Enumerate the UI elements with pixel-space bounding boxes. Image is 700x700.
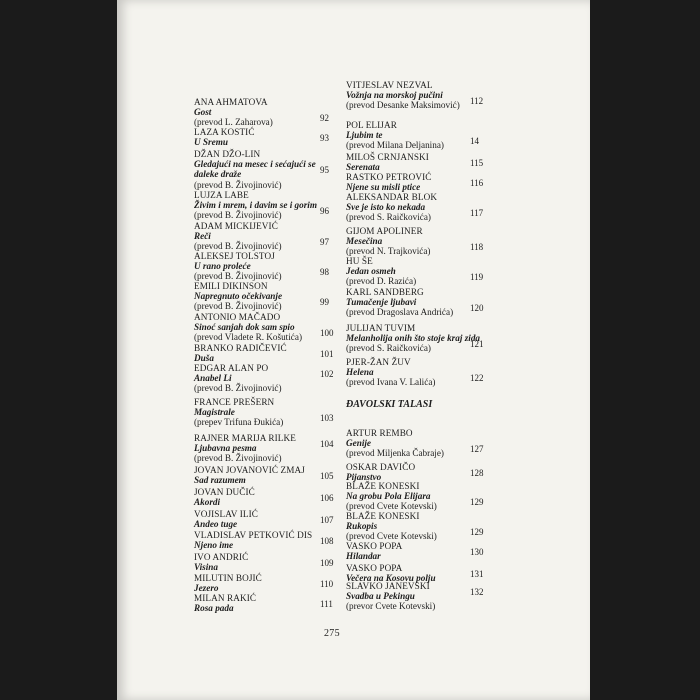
entry-page-number: 106 [320,493,334,503]
entry-title: Magistrale [194,407,235,418]
entry-author: VOJISLAV ILIĆ [194,509,259,519]
toc-entry [194,190,344,221]
entry-author: VLADISLAV PETKOVIĆ DIS [194,530,313,540]
toc-entry [194,97,344,128]
entry-page-number: 127 [470,444,484,455]
entry-author: VASKO POPA [346,563,403,573]
entry-page-number: 108 [320,536,334,546]
toc-entry [346,357,496,388]
page-number: 275 [324,628,340,639]
entry-page-number: 120 [470,303,484,314]
toc-entry [346,511,496,542]
entry-title: Sinoć sanjah dok sam spio [194,322,295,333]
entry-page-number: 132 [470,587,484,597]
entry-author: PJER-ŽAN ŽUV [346,357,411,367]
toc-entry [194,487,344,507]
entry-title: Serenata [346,162,380,173]
entry-page-number: 96 [320,206,329,217]
toc-entry [194,363,344,394]
entry-page-number: 93 [320,133,329,143]
entry-title: Ljubim te [346,130,383,141]
entry-page-number: 97 [320,237,329,248]
entry-author: ANTONIO MAČADO [194,312,281,322]
entry-page-number: 109 [320,558,334,568]
entry-title: daleke draže [194,169,242,180]
entry-translator: (prevod B. Živojinović) [194,383,282,394]
entry-page-number: 107 [320,515,334,525]
toc-entry [194,221,344,252]
entry-translator: (prevod Milana Deljanina) [346,140,444,151]
toc-entry [194,127,344,147]
toc-entry [194,251,344,282]
entry-page-number: 121 [470,339,484,350]
toc-entry [194,433,344,464]
toc-entry [346,192,496,223]
entry-author: IVO ANDRIĆ [194,552,249,562]
entry-page-number: 105 [320,471,334,481]
entry-translator: (prepev Trifuna Đukića) [194,417,284,428]
entry-translator: (prevod B. Živojinović) [194,179,282,190]
entry-title: Melanholija onih što stoje kraj zida [346,333,481,344]
entry-author: JOVAN JOVANOVIĆ ZMAJ [194,465,305,475]
entry-page-number: 102 [320,369,334,379]
entry-translator: (prevor Cvete Kotevski) [346,601,436,612]
entry-author: BRANKO RADIČEVIĆ [194,343,287,353]
entry-translator: (prevod B. Živojinović) [194,210,282,221]
toc-entry [346,323,496,354]
entry-translator: (prevod Cvete Kotevski) [346,501,437,512]
entry-title: Rosa pada [194,603,234,614]
toc-entry [194,397,344,428]
entry-translator: (prevod B. Živojinović) [194,301,282,312]
entry-title: Andeo tuge [194,519,238,530]
toc-entry [346,120,496,151]
entry-title: Napregnuto očekivanje [194,291,283,302]
entry-page-number: 104 [320,439,334,449]
toc-entry [346,152,496,172]
toc-entry [194,312,344,343]
entry-title: Visina [194,562,219,573]
entry-author: JULIJAN TUVIM [346,323,416,333]
entry-author: LUJZA LABE [194,190,249,200]
entry-author: BLAŽE KONESKI [346,481,420,491]
entry-author: RAJNER MARIJA RILKE [194,433,296,443]
entry-author: KARL SANDBERG [346,287,424,297]
entry-translator: (prevod Ivana V. Lalića) [346,377,436,388]
entry-page-number: 129 [470,527,484,538]
toc-entry [346,226,496,257]
toc-entry [346,256,496,287]
entry-title: U Sremu [194,137,228,148]
entry-title: Večera na Kosovu polju [346,573,436,584]
entry-translator: (prevod Desanke Maksimović) [346,100,460,111]
section-heading: ĐAVOLSKI TALASI [346,399,433,410]
entry-author: RASTKO PETROVIĆ [346,172,432,182]
entry-title: Duša [194,353,214,364]
toc-entry [194,552,344,572]
entry-author: OSKAR DAVIČO [346,462,416,472]
entry-page-number: 129 [470,497,484,508]
toc-entry [194,509,344,529]
entry-page-number: 95 [320,165,329,176]
entry-author: EDGAR ALAN PO [194,363,269,373]
entry-author: GIJOM APOLINER [346,226,423,236]
entry-title: Na grobu Pola Elijara [346,491,431,502]
entry-author: LAZA KOSTIĆ [194,127,255,137]
entry-title: Akordi [194,497,221,508]
entry-author: ALEKSANDAR BLOK [346,192,438,202]
entry-author: ALEKSEJ TOLSTOJ [194,251,275,261]
entry-page-number: 112 [470,96,484,107]
entry-author: POL ELIJAR [346,120,397,130]
entry-author: FRANCE PREŠERN [194,397,275,407]
entry-page-number: 116 [470,178,484,188]
entry-title: Mesečina [346,236,383,247]
toc-entry [194,593,344,613]
toc-entry [194,281,344,312]
entry-translator: (prevod S. Raičkovića) [346,212,431,223]
entry-title: Helena [346,367,374,378]
toc-entry [346,581,496,612]
entry-page-number: 130 [470,547,484,557]
entry-page-number: 101 [320,349,334,359]
entry-author: VASKO POPA [346,541,403,551]
toc-entry [194,573,344,593]
toc-entry [346,287,496,318]
entry-page-number: 111 [320,599,333,609]
entry-author: SLAVKO JANEVSKI [346,581,430,591]
toc-entry [194,530,344,550]
entry-title: Pijanstvo [346,472,382,483]
entry-title: Sve je isto ko nekada [346,202,426,213]
entry-title: Jezero [194,583,219,594]
entry-page-number: 122 [470,373,484,384]
entry-title: Vožnja na morskoj pučini [346,90,443,101]
entry-title: Jedan osmeh [346,266,396,277]
toc-entry [194,149,344,190]
toc-entry [194,343,344,363]
entry-page-number: 128 [470,468,484,478]
entry-author: MILAN RAKIĆ [194,593,257,603]
entry-title: Reči [194,231,211,242]
entry-author: MILOŠ CRNJANSKI [346,152,429,162]
entry-translator: (prevod Cvete Kotevski) [346,531,437,542]
entry-title: Njeno ime [194,540,234,551]
entry-translator: (prevod S. Raičkovića) [346,343,431,354]
entry-translator: (prevod Vladete R. Košutića) [194,332,303,343]
entry-translator: (prevod B. Živojinović) [194,271,282,282]
entry-page-number: 92 [320,113,329,124]
entry-title: Svadba u Pekingu [346,591,415,602]
entry-title: Gost [194,107,212,118]
entry-translator: (prevod Dragoslava Andrića) [346,307,454,318]
entry-translator: (prevod L. Zaharova) [194,117,273,128]
entry-author: HU ŠE [346,256,373,266]
entry-translator: (prevod D. Razića) [346,276,417,287]
entry-page-number: 100 [320,328,334,339]
entry-title: Njene su misli ptice [346,182,421,193]
entry-title: Anabel Li [194,373,232,384]
entry-author: DŽAN DŽO-LIN [194,149,261,159]
toc-entry [346,481,496,512]
entry-translator: (prevod B. Živojinović) [194,453,282,464]
entry-translator: (prevod Miljenka Čabraje) [346,448,444,459]
entry-title: Sad razumem [194,475,246,486]
entry-author: EMILI DIKINSON [194,281,268,291]
toc-entry [346,462,496,482]
entry-title: Gledajući na mesec i sećajući se [194,159,316,170]
entry-page-number: 115 [470,158,484,168]
entry-author: ARTUR REMBO [346,428,413,438]
entry-page-number: 99 [320,297,329,308]
entry-title: Tumačenje ljubavi [346,297,417,308]
entry-page-number: 98 [320,267,329,278]
entry-title: Genije [346,438,372,449]
entry-page-number: 119 [470,272,484,283]
entry-page-number: 117 [470,208,484,219]
toc-entry [346,172,496,192]
entry-author: ANA AHMATOVA [194,97,268,107]
entry-title: Hilandar [346,551,381,562]
entry-author: ADAM MICKIJEVIĆ [194,221,278,231]
toc-entry [346,80,496,111]
entry-author: BLAŽE KONESKI [346,511,420,521]
toc-entry [346,541,496,561]
entry-title: Ljubavna pesma [194,443,257,454]
entry-page-number: 14 [470,136,479,147]
entry-title: U rano proleće [194,261,251,272]
entry-author: JOVAN DUČIĆ [194,487,255,497]
entry-title: Rukopis [346,521,378,532]
toc-entry [346,428,496,459]
toc-entry [194,465,344,485]
entry-author: MILUTIN BOJIĆ [194,573,262,583]
entry-translator: (prevod B. Živojinović) [194,241,282,252]
entry-title: Živim i mrem, i davim se i gorim [194,200,317,211]
entry-page-number: 103 [320,413,334,424]
entry-translator: (prevod N. Trajkovića) [346,246,431,257]
entry-page-number: 131 [470,569,484,579]
entry-page-number: 118 [470,242,484,253]
entry-author: VITJESLAV NEZVAL [346,80,433,90]
entry-page-number: 110 [320,579,334,589]
